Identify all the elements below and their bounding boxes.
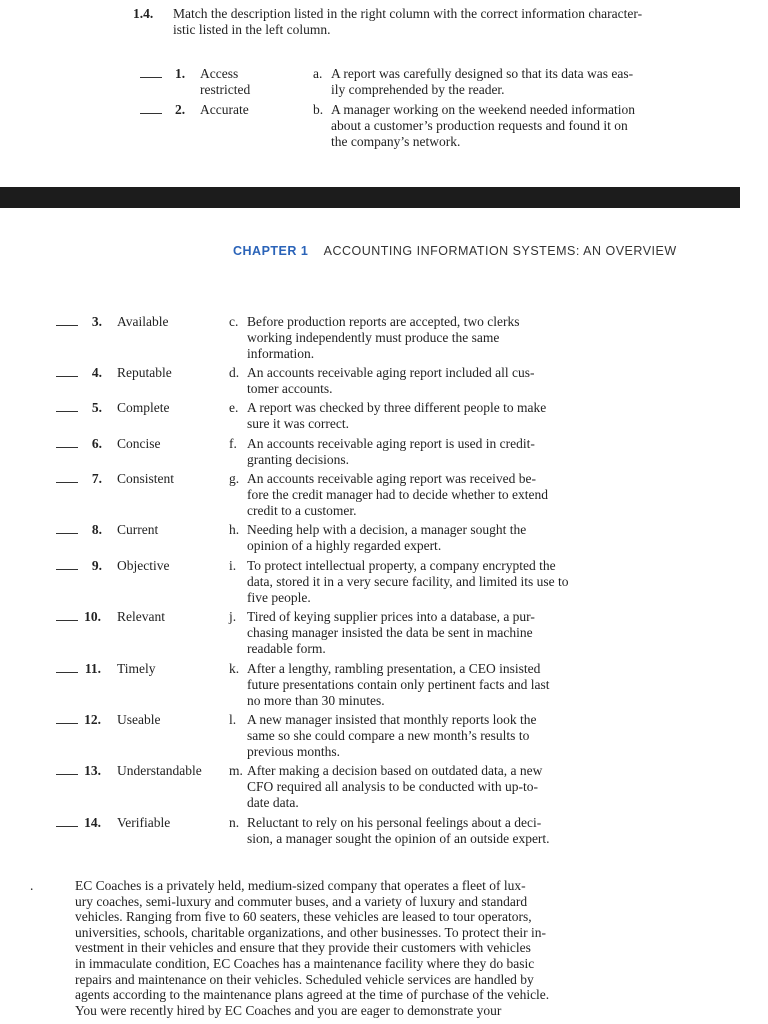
- instruction-line: Match the description listed in the right column with the correct information character-: [173, 6, 643, 21]
- description-line: credit to a customer.: [247, 503, 357, 518]
- description-line: To protect intellectual property, a company encrypted the: [247, 558, 556, 573]
- item-number: 8.: [91, 522, 102, 537]
- description-line: After a lengthy, rambling presentation, a CEO insisted: [247, 661, 541, 676]
- answer-blank[interactable]: [56, 661, 78, 677]
- case-line: vehicles. Ranging from five to 60 seaters, these vehicles are leased to tour operators,: [75, 909, 532, 925]
- item-label: Reputable: [117, 365, 172, 380]
- description-line: no more than 30 minutes.: [247, 693, 385, 708]
- description-text: [247, 661, 592, 709]
- description-text: [247, 436, 592, 468]
- problem-number: 1.4.: [133, 6, 154, 21]
- item-number: 4.: [91, 365, 102, 380]
- description-text: A manager working on the weekend needed information about a customer’s production requests and found it on the company’s network.: [331, 102, 636, 149]
- description-text: A report was carefully designed so that its data was eas- ily comprehended by the reader.: [331, 66, 634, 97]
- item-label: Concise: [117, 436, 161, 451]
- description-line: An accounts receivable aging report was received be-: [247, 471, 536, 486]
- chapter-title: ACCOUNTING INFORMATION SYSTEMS: AN OVERVIEW: [323, 244, 677, 258]
- description-letter: f.: [229, 436, 237, 451]
- item-number: 1.: [175, 66, 186, 81]
- description-line: working independently must produce the same: [247, 330, 500, 345]
- description-line: An accounts receivable aging report included all cus-: [247, 365, 535, 380]
- description-text: [247, 558, 592, 606]
- description-line: readable form.: [247, 641, 326, 656]
- description-text: [247, 763, 592, 811]
- description-letter: e.: [229, 400, 239, 415]
- case-line: You were recently hired by EC Coaches and you are eager to demonstrate your: [75, 1002, 502, 1018]
- answer-blank[interactable]: [56, 558, 78, 574]
- item-number: 14.: [84, 815, 101, 830]
- description-line: previous months.: [247, 744, 340, 759]
- description-letter: j.: [229, 609, 237, 624]
- description-line: Needing help with a decision, a manager sought the: [247, 522, 527, 537]
- answer-blank[interactable]: [140, 66, 162, 82]
- item-number: 5.: [91, 400, 102, 415]
- description-line: CFO required all analysis to be conducted with up-to-: [247, 779, 538, 794]
- item-label: Timely: [117, 661, 156, 676]
- description-text: [247, 365, 592, 397]
- case-line: repairs and maintenance on their vehicles. Scheduled vehicle services are handled by: [75, 971, 534, 987]
- description-text: [247, 609, 592, 657]
- description-text: [247, 314, 592, 362]
- page-break-band: [0, 187, 740, 208]
- description-line: same so she could compare a new month’s results to: [247, 728, 530, 743]
- description-letter: m.: [229, 763, 243, 778]
- item-number: 6.: [91, 436, 102, 451]
- description-line: granting decisions.: [247, 452, 349, 467]
- item-label: Available: [117, 314, 169, 329]
- description-line: future presentations contain only pertinent facts and last: [247, 677, 550, 692]
- item-number: 7.: [91, 471, 102, 486]
- description-letter: d.: [229, 365, 240, 380]
- description-letter: a.: [313, 66, 323, 81]
- chapter-number: CHAPTER 1: [233, 244, 309, 258]
- item-number: 12.: [84, 712, 101, 727]
- answer-blank[interactable]: [56, 365, 78, 381]
- description-line: data, stored it in a very secure facility, and limited its use to: [247, 574, 569, 589]
- item-label: Useable: [117, 712, 161, 727]
- description-line: five people.: [247, 590, 311, 605]
- description-text: [247, 712, 592, 760]
- description-line: sion, a manager sought the opinion of an outside expert.: [247, 831, 550, 846]
- description-line: fore the credit manager had to decide whether to extend: [247, 487, 548, 502]
- description-text: [247, 400, 592, 432]
- item-label: Current: [117, 522, 159, 537]
- answer-blank[interactable]: [56, 314, 78, 330]
- description-line: After making a decision based on outdated data, a new: [247, 763, 543, 778]
- answer-blank[interactable]: [56, 522, 78, 538]
- description-letter: n.: [229, 815, 240, 830]
- description-line: A new manager insisted that monthly reports look the: [247, 712, 537, 727]
- description-text: [247, 471, 592, 519]
- answer-blank[interactable]: [56, 471, 78, 487]
- item-label: Consistent: [117, 471, 175, 486]
- answer-blank[interactable]: [56, 400, 78, 416]
- description-line: chasing manager insisted the data be sent in machine: [247, 625, 533, 640]
- description-letter: i.: [229, 558, 237, 573]
- case-line: ury coaches, semi-luxury and commuter buses, and a variety of luxury and standard: [75, 893, 528, 909]
- item-number: 10.: [84, 609, 101, 624]
- answer-blank[interactable]: [56, 712, 78, 728]
- instruction-line: istic listed in the left column.: [173, 22, 331, 37]
- answer-blank[interactable]: [140, 102, 162, 118]
- description-line: information.: [247, 346, 315, 361]
- description-line: sure it was correct.: [247, 416, 349, 431]
- description-line: Reluctant to rely on his personal feelings about a deci-: [247, 815, 542, 830]
- item-label: Verifiable: [117, 815, 171, 830]
- description-letter: k.: [229, 661, 240, 676]
- item-number: 2.: [175, 102, 186, 117]
- description-line: tomer accounts.: [247, 381, 333, 396]
- description-text: [247, 522, 592, 554]
- description-line: Before production reports are accepted, two clerks: [247, 314, 520, 329]
- answer-blank[interactable]: [56, 609, 78, 625]
- description-line: A report was checked by three different people to make: [247, 400, 547, 415]
- item-label: Accurate: [200, 102, 249, 117]
- description-letter: b.: [313, 102, 324, 117]
- description-line: opinion of a highly regarded expert.: [247, 538, 442, 553]
- description-letter: c.: [229, 314, 239, 329]
- case-line: EC Coaches is a privately held, medium-sized company that operates a fleet of lux-: [75, 878, 526, 893]
- item-label: Relevant: [117, 609, 165, 624]
- case-line: agents according to the maintenance plans agreed at the time of purchase of the vehicle.: [75, 987, 550, 1003]
- item-number: 11.: [84, 661, 101, 676]
- description-letter: l.: [229, 712, 237, 727]
- item-number: 3.: [91, 314, 102, 329]
- case-paragraph: [75, 878, 580, 1018]
- item-label: Complete: [117, 400, 170, 415]
- description-letter: h.: [229, 522, 240, 537]
- item-number: 9.: [91, 558, 102, 573]
- problem-instruction: [173, 6, 713, 38]
- chapter-header: [233, 244, 677, 258]
- case-line: in immaculate condition, EC Coaches has a maintenance facility where they do basic: [75, 955, 535, 971]
- description-text: [247, 815, 592, 847]
- item-label: Understandable: [117, 763, 202, 778]
- description-line: date data.: [247, 795, 299, 810]
- case-line: vestment in their vehicles and ensure that they provide their customers with vehicles: [75, 940, 531, 956]
- answer-blank[interactable]: [56, 815, 78, 831]
- description-line: Tired of keying supplier prices into a database, a pur-: [247, 609, 535, 624]
- item-label: Access restricted: [200, 66, 251, 97]
- case-line: universities, schools, charitable organizations, and other businesses. To protect their in-: [75, 924, 546, 940]
- description-line: An accounts receivable aging report is used in credit-: [247, 436, 535, 451]
- item-label: Objective: [117, 558, 170, 573]
- description-letter: g.: [229, 471, 240, 486]
- answer-blank[interactable]: [56, 436, 78, 452]
- item-number: 13.: [84, 763, 101, 778]
- bullet: .: [30, 878, 34, 893]
- answer-blank[interactable]: [56, 763, 78, 779]
